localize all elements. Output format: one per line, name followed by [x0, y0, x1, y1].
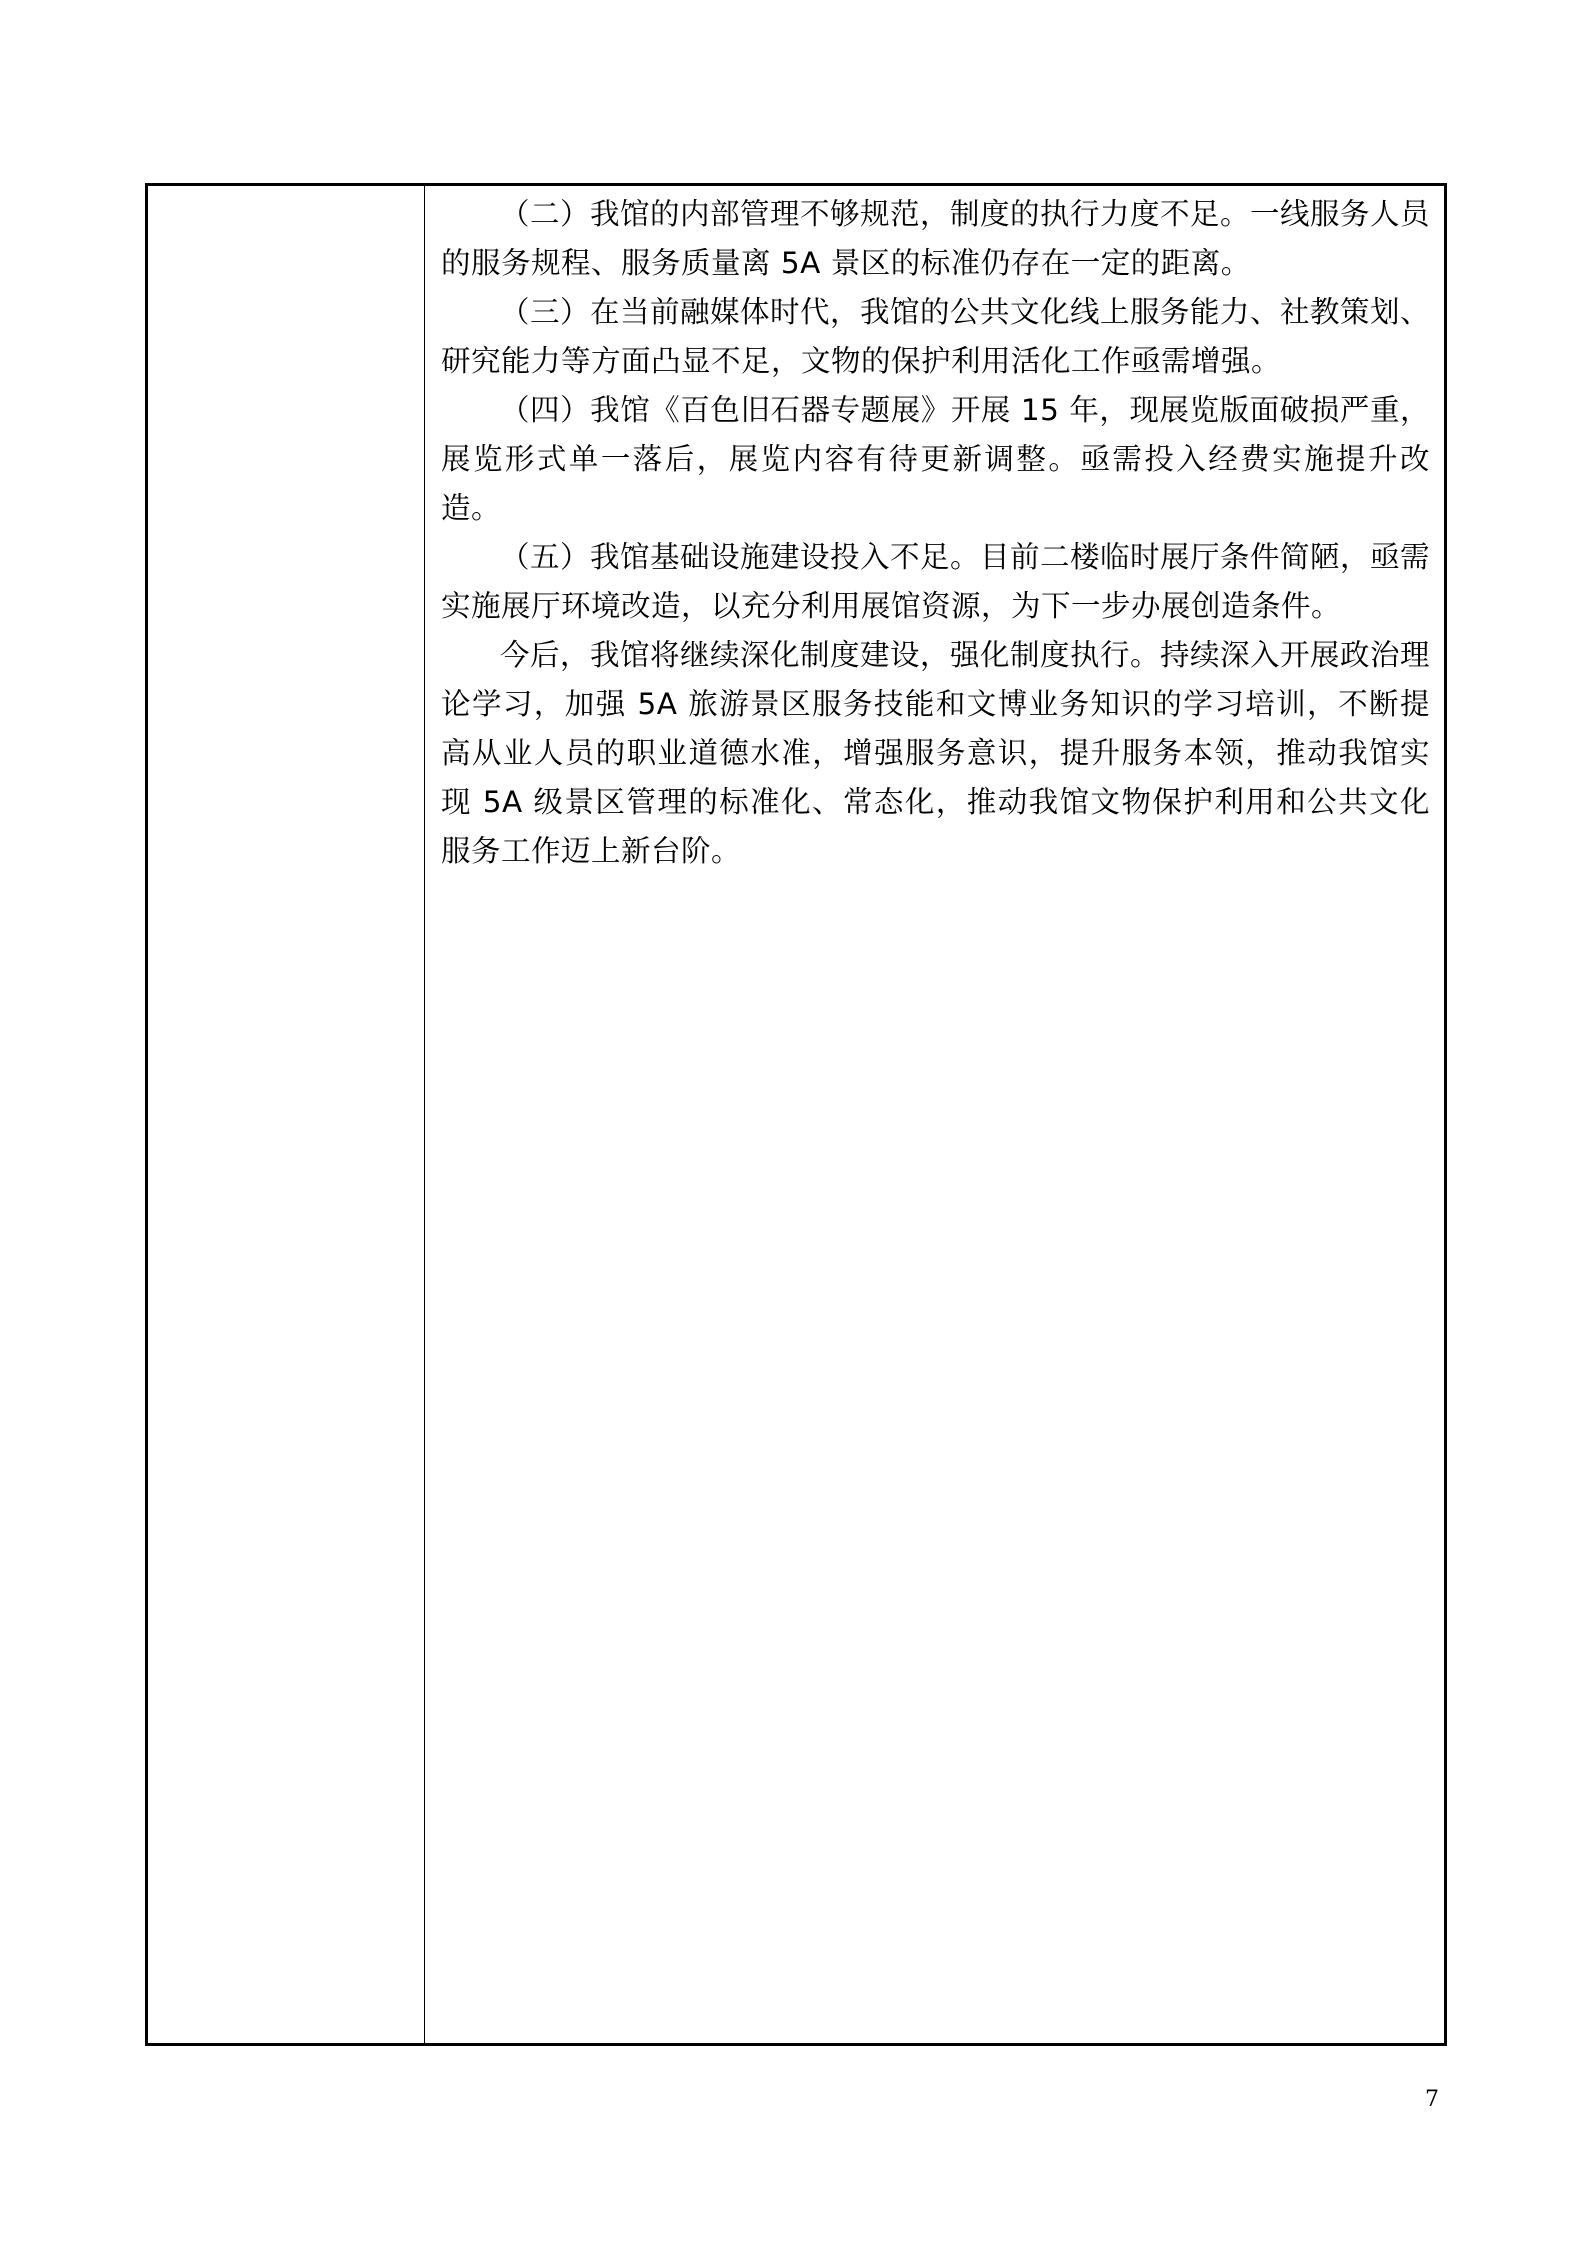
paragraph-3: （三）在当前融媒体时代，我馆的公共文化线上服务能力、社教策划、研究能力等方面凸显不足，文物的保护利用活化工作亟需增强。	[441, 295, 1431, 378]
content-cell	[426, 186, 1444, 2043]
label-cell	[148, 186, 425, 2043]
paragraph-5: （五）我馆基础设施建设投入不足。目前二楼临时展厅条件简陋，亟需实施展厅环境改造，以充分利用展馆资源，为下一步办展创造条件。	[441, 540, 1431, 623]
paragraph-4: （四）我馆《百色旧石器专题展》开展 15 年，现展览版面破损严重，展览形式单一落后，展览内容有待更新调整。亟需投入经费实施提升改造。	[441, 393, 1430, 525]
paragraph-conclusion: 今后，我馆将继续深化制度建设，强化制度执行。持续深入开展政治理论学习，加强 5A 旅游景区服务技能和文博业务知识的学习培训，不断提高从业人员的职业道德水准，增强服务意识，提升服务本领，推动我馆实现 5A 级景区管理的标准化、常态化，推动我馆文物保护利用和公共文化服务工作迈上新台阶。	[441, 638, 1431, 868]
paragraph-2: （二）我馆的内部管理不够规范，制度的执行力度不足。一线服务人员的服务规程、服务质量离 5A 景区的标准仍存在一定的距离。	[441, 197, 1431, 280]
form-table	[145, 183, 1447, 2046]
page-number: 7	[1425, 2087, 1439, 2112]
